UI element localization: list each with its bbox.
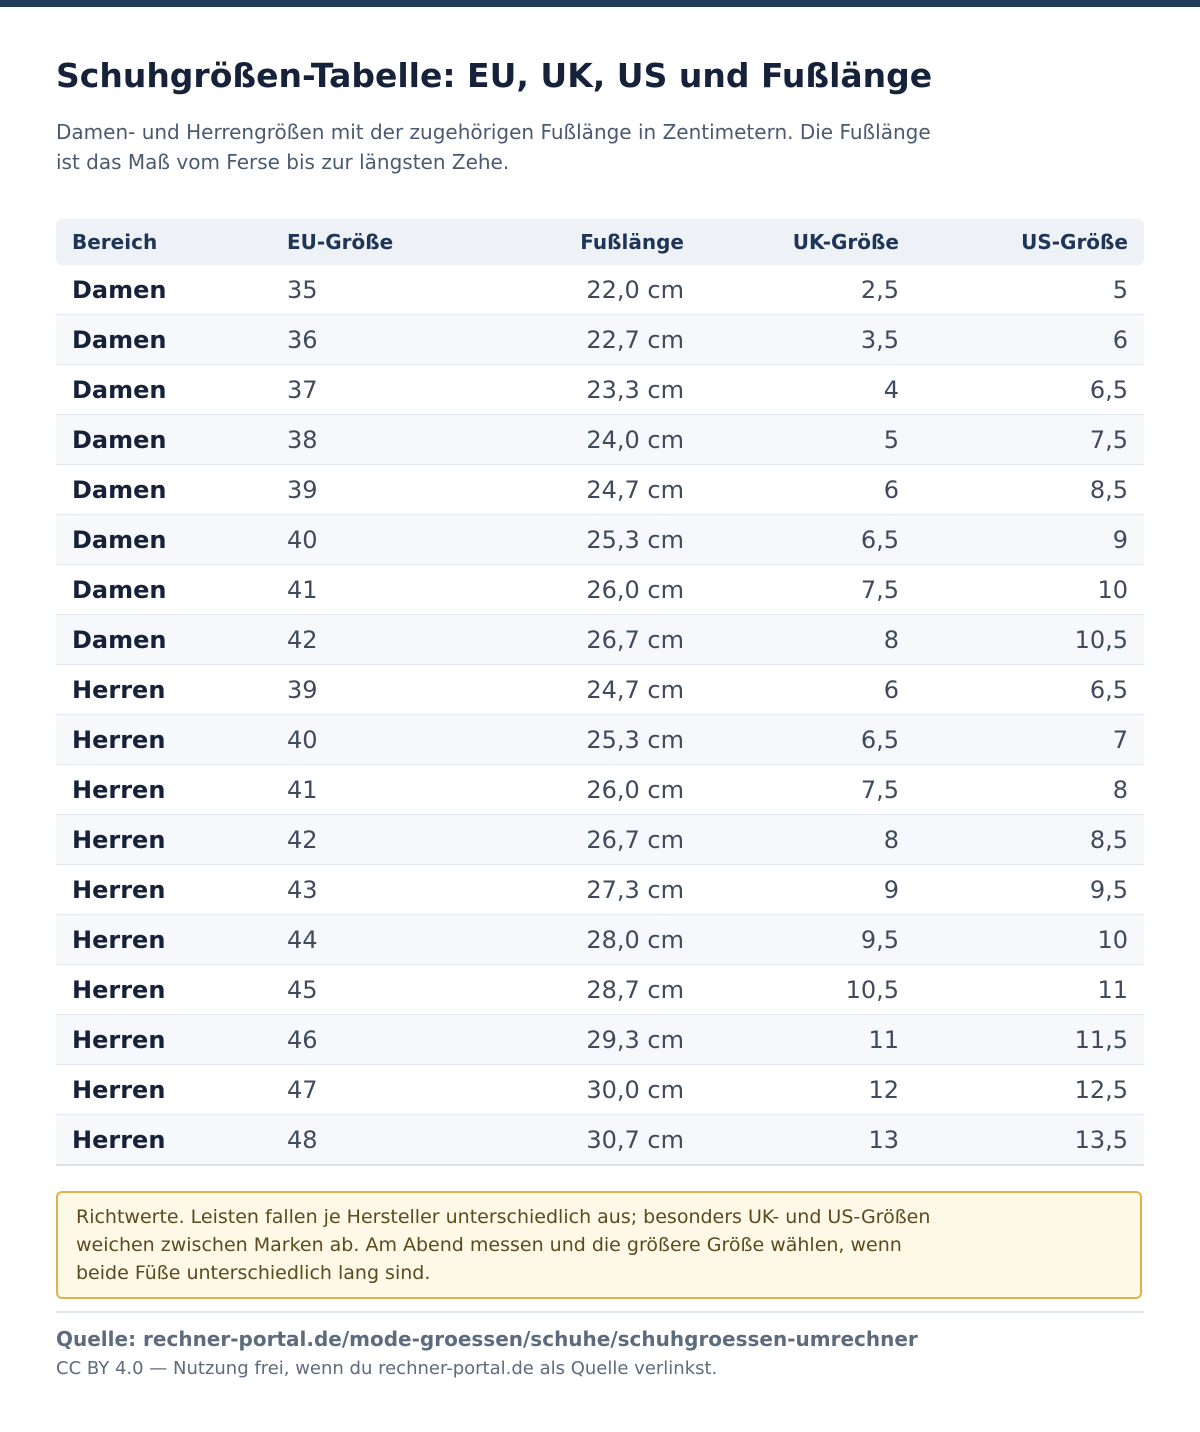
table-row <box>56 515 1144 565</box>
cell-foot-length: 26,7 cm <box>486 615 700 665</box>
page-title: Schuhgrößen-Tabelle: EU, UK, US und Fußlänge <box>56 56 933 95</box>
cell-bereich: Herren <box>56 1115 271 1166</box>
cell-bereich: Herren <box>56 865 271 915</box>
cell-uk-size: 13 <box>700 1115 915 1166</box>
source-line: Quelle: rechner-portal.de/mode-groessen/schuhe/schuhgroessen-umrechner <box>56 1327 918 1351</box>
table-row <box>56 365 1144 415</box>
table-row <box>56 465 1144 515</box>
cell-us-size: 10,5 <box>915 615 1144 665</box>
cell-foot-length: 24,7 cm <box>486 465 700 515</box>
cell-us-size: 10 <box>915 915 1144 965</box>
cell-uk-size: 9,5 <box>700 915 915 965</box>
column-header-eu-size: EU-Größe <box>271 219 486 265</box>
cell-bereich: Herren <box>56 965 271 1015</box>
cell-foot-length: 25,3 cm <box>486 715 700 765</box>
cell-uk-size: 10,5 <box>700 965 915 1015</box>
top-accent-bar <box>0 0 1200 7</box>
table-row <box>56 865 1144 915</box>
cell-us-size: 9 <box>915 515 1144 565</box>
cell-foot-length: 22,7 cm <box>486 315 700 365</box>
cell-foot-length: 26,0 cm <box>486 565 700 615</box>
cell-bereich: Damen <box>56 415 271 465</box>
hint-text: Richtwerte. Leisten fallen je Hersteller unterschiedlich aus; besonders UK- und US-Größen weichen zwischen Marken ab. Am Abend messen und die größere Größe wählen, wenn beide Füße unterschiedlich lang sind. <box>76 1206 931 1284</box>
cell-foot-length: 27,3 cm <box>486 865 700 915</box>
cell-foot-length: 28,7 cm <box>486 965 700 1015</box>
cell-uk-size: 2,5 <box>700 265 915 315</box>
cell-uk-size: 8 <box>700 815 915 865</box>
cell-uk-size: 5 <box>700 415 915 465</box>
footer-divider <box>56 1311 1144 1313</box>
cell-uk-size: 11 <box>700 1015 915 1065</box>
cell-us-size: 10 <box>915 565 1144 615</box>
cell-bereich: Herren <box>56 1065 271 1115</box>
cell-uk-size: 6,5 <box>700 715 915 765</box>
cell-uk-size: 7,5 <box>700 765 915 815</box>
cell-foot-length: 28,0 cm <box>486 915 700 965</box>
cell-uk-size: 6 <box>700 465 915 515</box>
cell-eu-size: 41 <box>271 565 486 615</box>
cell-bereich: Damen <box>56 515 271 565</box>
cell-eu-size: 45 <box>271 965 486 1015</box>
cell-us-size: 7,5 <box>915 415 1144 465</box>
cell-bereich: Herren <box>56 765 271 815</box>
column-header-us-size: US-Größe <box>915 219 1144 265</box>
column-header-bereich: Bereich <box>56 219 271 265</box>
cell-us-size: 8 <box>915 765 1144 815</box>
cell-eu-size: 41 <box>271 765 486 815</box>
table-row <box>56 315 1144 365</box>
hint-box <box>56 1191 1142 1299</box>
table-row <box>56 765 1144 815</box>
cell-foot-length: 23,3 cm <box>486 365 700 415</box>
cell-foot-length: 25,3 cm <box>486 515 700 565</box>
cell-eu-size: 44 <box>271 915 486 965</box>
table-body <box>56 265 1144 1165</box>
cell-uk-size: 9 <box>700 865 915 915</box>
cell-eu-size: 42 <box>271 615 486 665</box>
table-row <box>56 615 1144 665</box>
cell-bereich: Herren <box>56 1015 271 1065</box>
cell-bereich: Damen <box>56 465 271 515</box>
cell-us-size: 11,5 <box>915 1015 1144 1065</box>
cell-foot-length: 24,0 cm <box>486 415 700 465</box>
table-row <box>56 715 1144 765</box>
cell-eu-size: 38 <box>271 415 486 465</box>
cell-eu-size: 47 <box>271 1065 486 1115</box>
cell-us-size: 13,5 <box>915 1115 1144 1166</box>
cell-foot-length: 26,7 cm <box>486 815 700 865</box>
cell-bereich: Damen <box>56 265 271 315</box>
cell-us-size: 6,5 <box>915 365 1144 415</box>
cell-eu-size: 40 <box>271 515 486 565</box>
table-header <box>56 219 1144 265</box>
table-row <box>56 415 1144 465</box>
cell-foot-length: 22,0 cm <box>486 265 700 315</box>
cell-eu-size: 46 <box>271 1015 486 1065</box>
cell-uk-size: 6 <box>700 665 915 715</box>
table-row <box>56 265 1144 315</box>
table-row <box>56 665 1144 715</box>
cell-us-size: 12,5 <box>915 1065 1144 1115</box>
table-row <box>56 815 1144 865</box>
cell-eu-size: 36 <box>271 315 486 365</box>
cell-eu-size: 48 <box>271 1115 486 1166</box>
cell-eu-size: 37 <box>271 365 486 415</box>
cell-uk-size: 3,5 <box>700 315 915 365</box>
cell-us-size: 6 <box>915 315 1144 365</box>
table-row <box>56 1065 1144 1115</box>
page-subtitle: Damen- und Herrengrößen mit der zugehörigen Fußlänge in Zentimetern. Die Fußlänge ist das Maß vom Ferse bis zur längsten Zehe. <box>56 120 931 174</box>
cell-eu-size: 42 <box>271 815 486 865</box>
cell-uk-size: 12 <box>700 1065 915 1115</box>
cell-bereich: Herren <box>56 915 271 965</box>
cell-us-size: 6,5 <box>915 665 1144 715</box>
cell-bereich: Herren <box>56 715 271 765</box>
cell-bereich: Damen <box>56 565 271 615</box>
table-row <box>56 565 1144 615</box>
table-row <box>56 915 1144 965</box>
cell-foot-length: 30,0 cm <box>486 1065 700 1115</box>
cell-uk-size: 7,5 <box>700 565 915 615</box>
cell-bereich: Damen <box>56 365 271 415</box>
cell-uk-size: 8 <box>700 615 915 665</box>
cell-eu-size: 35 <box>271 265 486 315</box>
cell-foot-length: 30,7 cm <box>486 1115 700 1166</box>
cell-eu-size: 40 <box>271 715 486 765</box>
table-row <box>56 1115 1144 1166</box>
cell-us-size: 7 <box>915 715 1144 765</box>
table-header-row <box>56 219 1144 265</box>
cell-bereich: Damen <box>56 615 271 665</box>
table-row <box>56 1015 1144 1065</box>
cell-eu-size: 39 <box>271 665 486 715</box>
column-header-uk-size: UK-Größe <box>700 219 915 265</box>
cell-bereich: Herren <box>56 665 271 715</box>
cell-foot-length: 24,7 cm <box>486 665 700 715</box>
cell-bereich: Damen <box>56 315 271 365</box>
cell-us-size: 8,5 <box>915 465 1144 515</box>
license-line: CC BY 4.0 — Nutzung frei, wenn du rechner-portal.de als Quelle verlinkst. <box>56 1358 718 1379</box>
cell-us-size: 9,5 <box>915 865 1144 915</box>
cell-uk-size: 6,5 <box>700 515 915 565</box>
cell-foot-length: 26,0 cm <box>486 765 700 815</box>
column-header-foot-length: Fußlänge <box>486 219 700 265</box>
cell-us-size: 11 <box>915 965 1144 1015</box>
cell-foot-length: 29,3 cm <box>486 1015 700 1065</box>
cell-bereich: Herren <box>56 815 271 865</box>
cell-us-size: 5 <box>915 265 1144 315</box>
cell-eu-size: 43 <box>271 865 486 915</box>
table-row <box>56 965 1144 1015</box>
shoe-size-table <box>56 219 1144 1166</box>
cell-eu-size: 39 <box>271 465 486 515</box>
cell-us-size: 8,5 <box>915 815 1144 865</box>
cell-uk-size: 4 <box>700 365 915 415</box>
